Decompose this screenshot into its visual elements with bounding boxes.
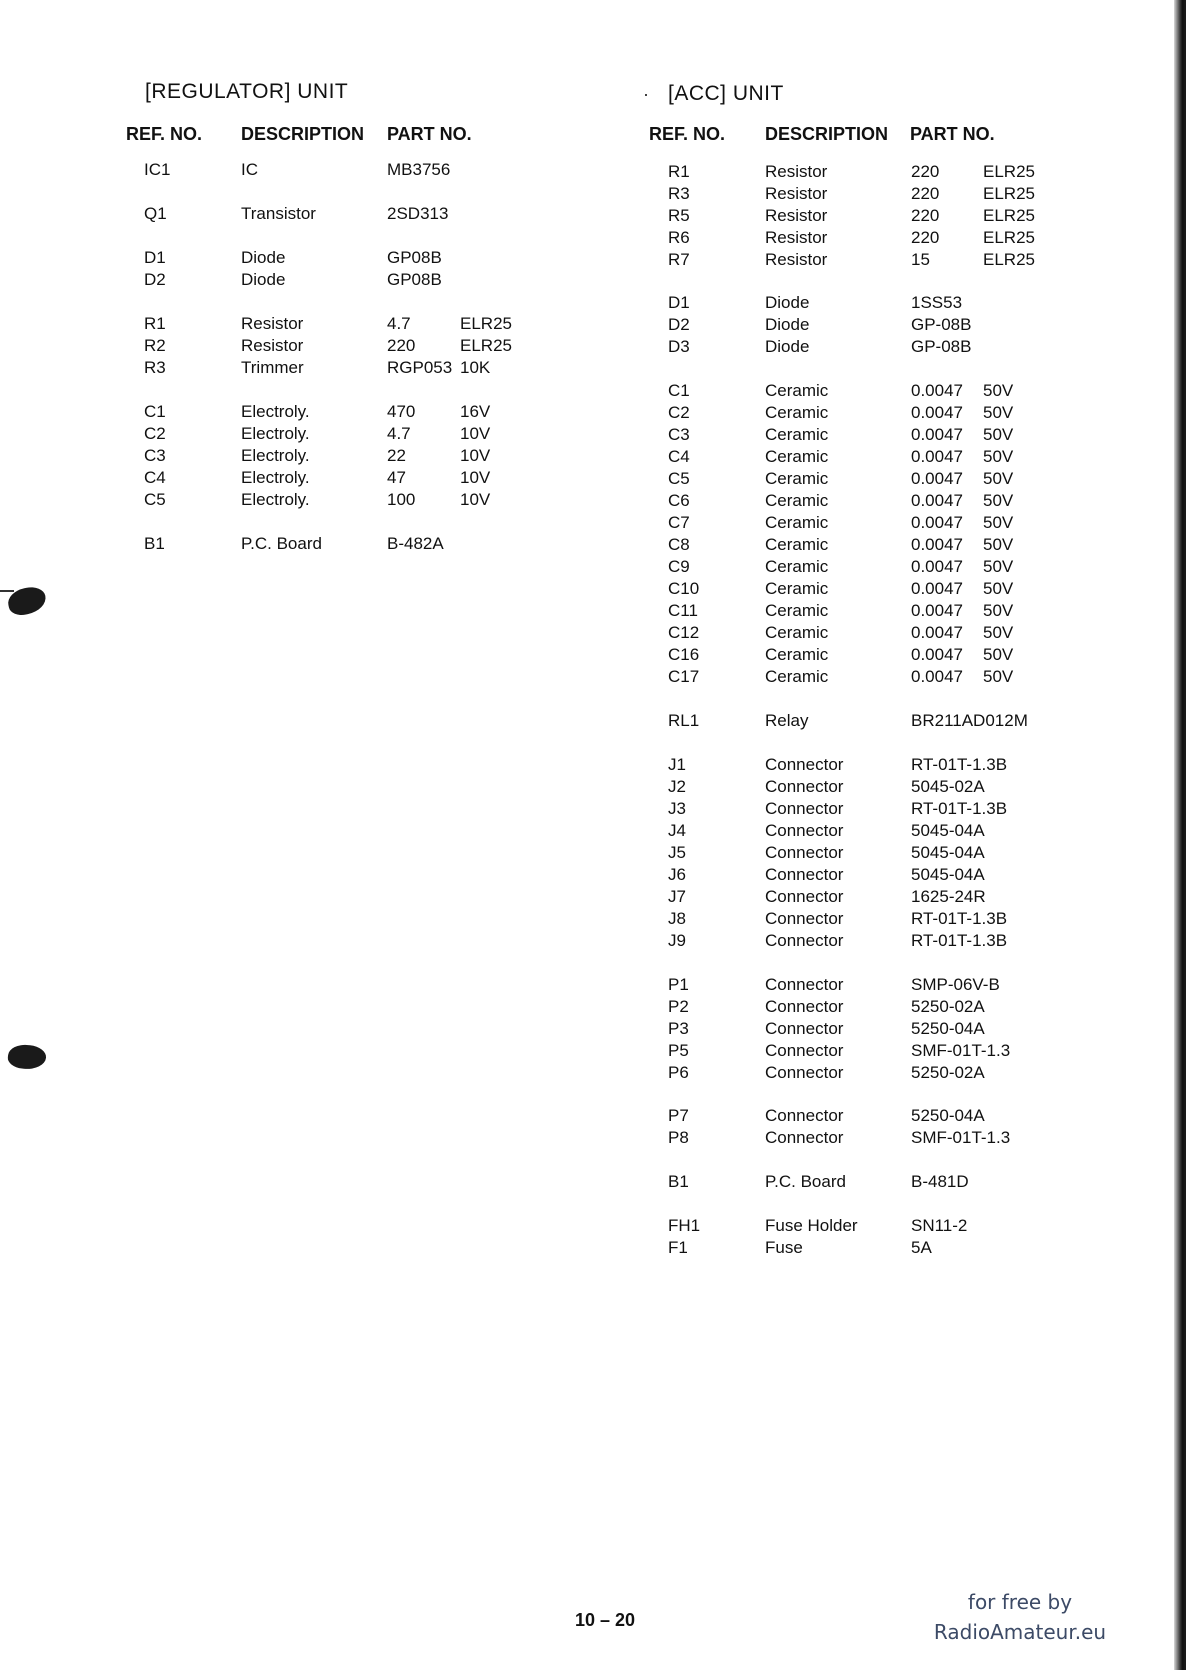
- value-cell: 50V: [983, 447, 1014, 466]
- description-cell: Resistor: [241, 336, 304, 355]
- ref-cell: P7: [668, 1106, 689, 1125]
- ref-cell: RL1: [668, 711, 700, 730]
- value-cell: ELR25: [983, 228, 1035, 247]
- part-number-cell: RGP053: [387, 358, 453, 377]
- description-cell: Ceramic: [765, 667, 829, 686]
- description-cell: Resistor: [765, 184, 828, 203]
- part-number-cell: GP-08B: [911, 337, 972, 356]
- description-cell: Connector: [765, 1106, 844, 1125]
- part-number-cell: 100: [387, 490, 416, 509]
- part-number-cell: SN11-2: [911, 1216, 968, 1235]
- description-cell: Diode: [765, 337, 810, 356]
- value-cell: 50V: [983, 491, 1014, 510]
- ref-cell: J5: [668, 843, 686, 862]
- description-cell: Ceramic: [765, 645, 829, 664]
- part-number-cell: B-482A: [387, 534, 444, 553]
- value-cell: 50V: [983, 469, 1014, 488]
- description-cell: Electroly.: [241, 424, 310, 443]
- part-number-cell: 5045-04A: [911, 821, 985, 840]
- part-number-cell: 220: [911, 184, 940, 203]
- part-number-cell: 1625-24R: [911, 887, 986, 906]
- value-cell: ELR25: [460, 336, 512, 355]
- description-cell: Connector: [765, 865, 844, 884]
- description-cell: Electroly.: [241, 490, 310, 509]
- part-number-cell: RT-01T-1.3B: [911, 755, 1008, 774]
- ref-cell: C10: [668, 579, 700, 598]
- description-cell: Ceramic: [765, 623, 829, 642]
- part-number-cell: MB3756: [387, 160, 451, 179]
- description-cell: Trimmer: [241, 358, 304, 377]
- description-cell: Diode: [765, 315, 810, 334]
- ref-cell: D1: [144, 248, 166, 267]
- watermark-line2: RadioAmateur.eu: [933, 1620, 1107, 1644]
- scan-mark: [0, 590, 14, 592]
- ref-cell: IC1: [144, 160, 171, 179]
- acc-header-description: DESCRIPTION: [765, 124, 889, 144]
- ref-cell: B1: [144, 534, 165, 553]
- value-cell: 50V: [983, 601, 1014, 620]
- ref-cell: C17: [668, 667, 700, 686]
- value-cell: ELR25: [983, 250, 1035, 269]
- description-cell: Diode: [241, 248, 286, 267]
- part-number-cell: B-481D: [911, 1172, 969, 1191]
- ref-cell: C16: [668, 645, 700, 664]
- regulator-unit-title: [REGULATOR] UNIT: [145, 80, 349, 103]
- ref-cell: C4: [668, 447, 690, 466]
- description-cell: Electroly.: [241, 468, 310, 487]
- acc-unit-bullet: ·: [643, 84, 649, 104]
- ref-cell: J2: [668, 777, 686, 796]
- description-cell: Connector: [765, 777, 844, 796]
- description-cell: Connector: [765, 799, 844, 818]
- description-cell: Connector: [765, 1041, 844, 1060]
- part-number-cell: 0.0047: [911, 535, 963, 554]
- description-cell: Transistor: [241, 204, 316, 223]
- regulator-header-description: DESCRIPTION: [241, 124, 365, 144]
- ref-cell: D1: [668, 293, 690, 312]
- part-number-cell: GP08B: [387, 248, 442, 267]
- ref-cell: R3: [144, 358, 166, 377]
- value-cell: 50V: [983, 381, 1014, 400]
- ref-cell: J6: [668, 865, 686, 884]
- description-cell: Ceramic: [765, 469, 829, 488]
- part-number-cell: GP-08B: [911, 315, 972, 334]
- description-cell: Ceramic: [765, 381, 829, 400]
- description-cell: Fuse: [765, 1238, 803, 1257]
- part-number-cell: 0.0047: [911, 557, 963, 576]
- part-number-cell: 5250-02A: [911, 1063, 985, 1082]
- ref-cell: J1: [668, 755, 686, 774]
- value-cell: 50V: [983, 579, 1014, 598]
- part-number-cell: 220: [911, 228, 940, 247]
- ref-cell: C7: [668, 513, 690, 532]
- ref-cell: R7: [668, 250, 690, 269]
- ref-cell: J8: [668, 909, 686, 928]
- description-cell: Connector: [765, 975, 844, 994]
- description-cell: Ceramic: [765, 513, 829, 532]
- ref-cell: C3: [144, 446, 166, 465]
- description-cell: Connector: [765, 843, 844, 862]
- part-number-cell: 0.0047: [911, 579, 963, 598]
- part-number-cell: 0.0047: [911, 645, 963, 664]
- watermark-line1: for free by: [967, 1590, 1073, 1614]
- description-cell: Resistor: [241, 314, 304, 333]
- description-cell: Ceramic: [765, 579, 829, 598]
- ref-cell: R1: [144, 314, 166, 333]
- value-cell: 50V: [983, 557, 1014, 576]
- acc-unit-title: [ACC] UNIT: [668, 82, 784, 105]
- ref-cell: R5: [668, 206, 690, 225]
- part-number-cell: 0.0047: [911, 381, 963, 400]
- description-cell: Connector: [765, 997, 844, 1016]
- value-cell: 10V: [460, 446, 491, 465]
- part-number-cell: 47: [387, 468, 406, 487]
- part-number-cell: 5250-02A: [911, 997, 985, 1016]
- part-number-cell: SMF-01T-1.3: [911, 1128, 1011, 1147]
- value-cell: 10V: [460, 468, 491, 487]
- regulator-header-ref: REF. NO.: [126, 124, 203, 144]
- part-number-cell: 1SS53: [911, 293, 963, 312]
- description-cell: Ceramic: [765, 535, 829, 554]
- part-number-cell: 0.0047: [911, 623, 963, 642]
- part-number-cell: 15: [911, 250, 930, 269]
- part-number-cell: 5045-02A: [911, 777, 985, 796]
- description-cell: Resistor: [765, 250, 828, 269]
- value-cell: 16V: [460, 402, 491, 421]
- part-number-cell: 5250-04A: [911, 1019, 985, 1038]
- ref-cell: Q1: [144, 204, 167, 223]
- description-cell: Connector: [765, 821, 844, 840]
- ref-cell: R2: [144, 336, 166, 355]
- part-number-cell: SMF-01T-1.3: [911, 1041, 1011, 1060]
- binder-hole-mark: [7, 1043, 47, 1071]
- part-number-cell: 4.7: [387, 424, 411, 443]
- ref-cell: B1: [668, 1172, 689, 1191]
- description-cell: Ceramic: [765, 447, 829, 466]
- part-number-cell: 0.0047: [911, 491, 963, 510]
- value-cell: 50V: [983, 645, 1014, 664]
- description-cell: Connector: [765, 1128, 844, 1147]
- description-cell: Fuse Holder: [765, 1216, 858, 1235]
- part-number-cell: RT-01T-1.3B: [911, 909, 1008, 928]
- description-cell: Diode: [765, 293, 810, 312]
- description-cell: Connector: [765, 909, 844, 928]
- scan-edge-shadow: [1174, 0, 1186, 1670]
- ref-cell: F1: [668, 1238, 688, 1257]
- value-cell: 50V: [983, 513, 1014, 532]
- description-cell: Connector: [765, 1019, 844, 1038]
- ref-cell: J4: [668, 821, 686, 840]
- description-cell: Ceramic: [765, 601, 829, 620]
- regulator-header-part: PART NO.: [387, 124, 472, 144]
- part-number-cell: 0.0047: [911, 513, 963, 532]
- value-cell: 50V: [983, 425, 1014, 444]
- part-number-cell: 5045-04A: [911, 865, 985, 884]
- value-cell: 10V: [460, 424, 491, 443]
- value-cell: 50V: [983, 667, 1014, 686]
- ref-cell: J9: [668, 931, 686, 950]
- description-cell: Resistor: [765, 228, 828, 247]
- value-cell: ELR25: [983, 162, 1035, 181]
- ref-cell: J7: [668, 887, 686, 906]
- part-number-cell: 4.7: [387, 314, 411, 333]
- description-cell: Relay: [765, 711, 809, 730]
- ref-cell: FH1: [668, 1216, 701, 1235]
- value-cell: 50V: [983, 623, 1014, 642]
- part-number-cell: 220: [387, 336, 416, 355]
- ref-cell: C1: [668, 381, 690, 400]
- part-number-cell: 0.0047: [911, 403, 963, 422]
- value-cell: 50V: [983, 535, 1014, 554]
- description-cell: Resistor: [765, 162, 828, 181]
- description-cell: P.C. Board: [241, 534, 322, 553]
- value-cell: ELR25: [983, 206, 1035, 225]
- acc-header-ref: REF. NO.: [649, 124, 726, 144]
- part-number-cell: 220: [911, 206, 940, 225]
- part-number-cell: 220: [911, 162, 940, 181]
- value-cell: 10V: [460, 490, 491, 509]
- part-number-cell: 0.0047: [911, 667, 963, 686]
- part-number-cell: 470: [387, 402, 416, 421]
- description-cell: Connector: [765, 887, 844, 906]
- description-cell: Ceramic: [765, 403, 829, 422]
- part-number-cell: 0.0047: [911, 425, 963, 444]
- ref-cell: P2: [668, 997, 689, 1016]
- description-cell: Resistor: [765, 206, 828, 225]
- ref-cell: P3: [668, 1019, 689, 1038]
- description-cell: P.C. Board: [765, 1172, 846, 1191]
- ref-cell: C5: [668, 469, 690, 488]
- ref-cell: R1: [668, 162, 690, 181]
- ref-cell: C5: [144, 490, 166, 509]
- part-number-cell: 0.0047: [911, 447, 963, 466]
- ref-cell: C6: [668, 491, 690, 510]
- ref-cell: C11: [668, 601, 698, 620]
- watermark: [920, 1587, 1120, 1647]
- part-number-cell: SMP-06V-B: [911, 975, 1000, 994]
- description-cell: Connector: [765, 1063, 844, 1082]
- part-number-cell: 2SD313: [387, 204, 449, 223]
- part-number-cell: 5A: [911, 1238, 932, 1257]
- part-number-cell: 22: [387, 446, 406, 465]
- ref-cell: D2: [668, 315, 690, 334]
- value-cell: ELR25: [983, 184, 1035, 203]
- acc-header-part: PART NO.: [910, 124, 995, 144]
- ref-cell: C12: [668, 623, 700, 642]
- ref-cell: P1: [668, 975, 689, 994]
- value-cell: 10K: [460, 358, 491, 377]
- ref-cell: C1: [144, 402, 166, 421]
- description-cell: Electroly.: [241, 402, 310, 421]
- description-cell: IC: [241, 160, 258, 179]
- description-cell: Ceramic: [765, 491, 829, 510]
- value-cell: ELR25: [460, 314, 512, 333]
- description-cell: Electroly.: [241, 446, 310, 465]
- part-number-cell: RT-01T-1.3B: [911, 799, 1008, 818]
- page-number: 10 – 20: [575, 1610, 636, 1630]
- ref-cell: D3: [668, 337, 690, 356]
- part-number-cell: BR211AD012M: [911, 711, 1028, 730]
- description-cell: Diode: [241, 270, 286, 289]
- ref-cell: C2: [144, 424, 166, 443]
- ref-cell: P6: [668, 1063, 689, 1082]
- description-cell: Connector: [765, 755, 844, 774]
- ref-cell: R6: [668, 228, 690, 247]
- part-number-cell: GP08B: [387, 270, 442, 289]
- ref-cell: R3: [668, 184, 690, 203]
- ref-cell: C8: [668, 535, 690, 554]
- description-cell: Ceramic: [765, 425, 829, 444]
- part-number-cell: 0.0047: [911, 469, 963, 488]
- value-cell: 50V: [983, 403, 1014, 422]
- part-number-cell: 5250-04A: [911, 1106, 985, 1125]
- part-number-cell: RT-01T-1.3B: [911, 931, 1008, 950]
- ref-cell: P8: [668, 1128, 689, 1147]
- ref-cell: J3: [668, 799, 686, 818]
- part-number-cell: 0.0047: [911, 601, 963, 620]
- ref-cell: C3: [668, 425, 690, 444]
- ref-cell: C2: [668, 403, 690, 422]
- ref-cell: C9: [668, 557, 690, 576]
- ref-cell: D2: [144, 270, 166, 289]
- ref-cell: C4: [144, 468, 166, 487]
- description-cell: Connector: [765, 931, 844, 950]
- part-number-cell: 5045-04A: [911, 843, 985, 862]
- ref-cell: P5: [668, 1041, 689, 1060]
- description-cell: Ceramic: [765, 557, 829, 576]
